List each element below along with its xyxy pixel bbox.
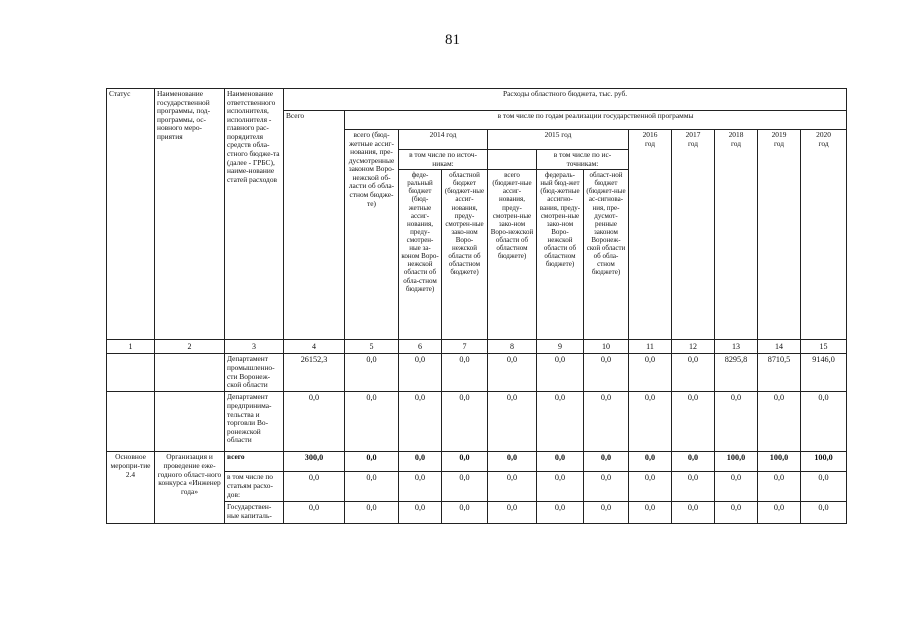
value-cell: 8710,5 [758,354,801,392]
value-cell: 0,0 [537,502,584,524]
value-cell: 0,0 [442,354,488,392]
value-cell: 0,0 [672,354,715,392]
value-cell: 100,0 [715,452,758,472]
header-year-2017: 2017 год [672,130,715,340]
value-total: 0,0 [284,472,345,502]
value-cell: 0,0 [537,354,584,392]
executor-cell: Департамент предпринима-тельства и торговли Во-ронежской области [225,392,284,452]
header-year-2020: 2020 год [801,130,847,340]
value-cell: 0,0 [345,472,399,502]
value-cell: 0,0 [399,472,442,502]
value-cell: 0,0 [629,392,672,452]
value-cell: 0,0 [399,354,442,392]
header-total: Всего [284,111,345,340]
header-total-law: всего (бюд-жетные ассиг-нования, пре-дусмотренные законом Воро-нежской об-ласти об обла-стном бюдже-те) [345,130,399,340]
value-cell: 0,0 [345,502,399,524]
value-cell: 0,0 [488,392,537,452]
value-cell: 0,0 [672,452,715,472]
header-expenses: Расходы областного бюджета, тыс. руб. [284,89,847,111]
name-cell [155,392,225,452]
value-total: 26152,3 [284,354,345,392]
value-cell: 0,0 [442,452,488,472]
value-cell: 0,0 [801,502,847,524]
value-cell: 0,0 [629,502,672,524]
value-cell: 0,0 [488,472,537,502]
table-row [107,392,847,452]
index-cell: 5 [345,340,399,354]
value-cell: 0,0 [399,452,442,472]
index-cell: 1 [107,340,155,354]
header-year-2018: 2018 год [715,130,758,340]
value-cell: 0,0 [345,392,399,452]
value-cell: 0,0 [672,392,715,452]
header-total-2015: всего (бюджет-ные ассиг-нования, преду-смотрен-ные зако-ном Воро-нежской области об областном бюджете) [488,170,537,340]
executor-cell: Департамент промышленно-сти Воронеж-ской области [225,354,284,392]
header-year-2015: 2015 год [488,130,629,150]
value-cell: 0,0 [345,452,399,472]
value-cell: 0,0 [584,472,629,502]
index-cell: 11 [629,340,672,354]
value-cell: 8295,8 [715,354,758,392]
value-cell: 0,0 [758,472,801,502]
index-cell: 3 [225,340,284,354]
budget-table [106,88,847,524]
index-cell: 6 [399,340,442,354]
header-status: Статус [107,89,155,340]
value-cell: 9146,0 [801,354,847,392]
value-cell: 0,0 [629,472,672,502]
status-cell: Основное меропри-тие 2.4 [107,452,155,524]
index-cell: 14 [758,340,801,354]
value-cell: 0,0 [715,472,758,502]
index-cell: 2 [155,340,225,354]
value-cell: 0,0 [758,502,801,524]
value-total: 0,0 [284,502,345,524]
value-cell: 0,0 [442,502,488,524]
header-year-2019: 2019 год [758,130,801,340]
index-cell: 7 [442,340,488,354]
header-fed-2015: федераль-ный бюд-жет (бюд-жетные ассигно-вания, преду-смотрен-ные зако-ном Воро-нежской области об областном бюджете) [537,170,584,340]
index-cell: 13 [715,340,758,354]
value-cell: 0,0 [629,452,672,472]
index-cell: 15 [801,340,847,354]
page-number: 81 [445,32,460,48]
executor-cell: Государствен-ные капиталь- [225,502,284,524]
value-cell: 0,0 [672,472,715,502]
header-reg-2015: област-ной бюджет (бюджет-ные ас-сигнова-ния, пре-дусмот-ренные законом Воронеж-ской области об обла-стном бюджете) [584,170,629,340]
header-reg-2014: областной бюджет (бюджет-ные ассиг-нования, преду-смотрен-ные зако-ном Воро-нежской области об областном бюджете) [442,170,488,340]
value-cell: 0,0 [801,472,847,502]
executor-cell: всего [225,452,284,472]
header-by-years: в том числе по годам реализации государственной программы [345,111,847,130]
value-cell: 0,0 [488,502,537,524]
header-sources-2014: в том числе по источ-никам: [399,150,488,170]
value-cell: 0,0 [442,392,488,452]
header-blank-2015 [488,150,537,170]
value-cell: 0,0 [758,392,801,452]
value-cell: 0,0 [488,354,537,392]
value-cell: 0,0 [584,392,629,452]
value-cell: 0,0 [345,354,399,392]
value-total: 300,0 [284,452,345,472]
value-cell: 0,0 [537,472,584,502]
table-row [107,452,847,472]
index-cell: 12 [672,340,715,354]
value-cell: 0,0 [584,502,629,524]
header-fed-2014: феде-ральный бюджет (бюд-жетные ассиг-нования, преду-смотрен-ные за-коном Воро-нежской области об обла-стном бюджете) [399,170,442,340]
value-cell: 0,0 [399,502,442,524]
value-cell: 0,0 [629,354,672,392]
value-cell: 0,0 [584,452,629,472]
index-cell: 9 [537,340,584,354]
value-cell: 0,0 [488,452,537,472]
header-year-2016: 2016 год [629,130,672,340]
name-cell [155,354,225,392]
name-cell: Организация и проведение еже-годного област-ного конкурса «Инженер года» [155,452,225,524]
executor-cell: в том числе по статьям расхо-дов: [225,472,284,502]
table-row [107,354,847,392]
value-total: 0,0 [284,392,345,452]
index-cell: 10 [584,340,629,354]
header-sources-2015: в том числе по ис-точникам: [537,150,629,170]
value-cell: 0,0 [672,502,715,524]
value-cell: 0,0 [584,354,629,392]
value-cell: 100,0 [801,452,847,472]
value-cell: 0,0 [801,392,847,452]
value-cell: 0,0 [399,392,442,452]
value-cell: 0,0 [715,502,758,524]
value-cell: 0,0 [442,472,488,502]
status-cell [107,392,155,452]
header-year-2014: 2014 год [399,130,488,150]
value-cell: 100,0 [758,452,801,472]
value-cell: 0,0 [537,452,584,472]
header-program-name: Наименование государственной программы, под-программы, ос-новного меро-приятия [155,89,225,340]
index-cell: 8 [488,340,537,354]
value-cell: 0,0 [715,392,758,452]
header-executor: Наименование ответственного исполнителя, исполнителя - главного рас-порядителя средств обла-стного бюдже-та (далее - ГРБС), наиме-нование статей расходов [225,89,284,340]
index-cell: 4 [284,340,345,354]
status-cell [107,354,155,392]
value-cell: 0,0 [537,392,584,452]
